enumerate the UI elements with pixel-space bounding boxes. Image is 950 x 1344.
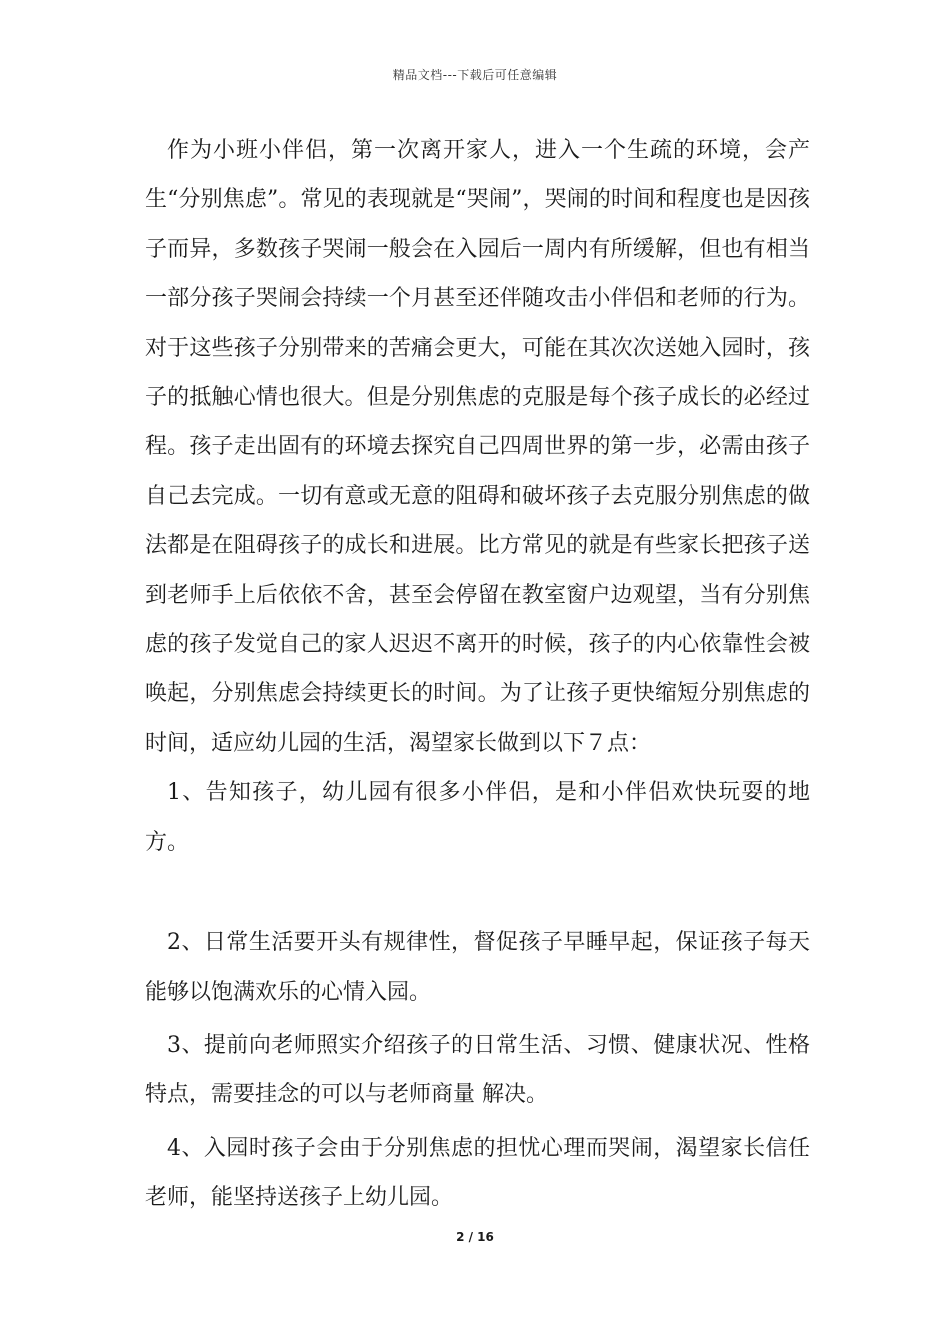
list-item-2: 2、日常生活要开头有规律性，督促孩子早睡早起，保证孩子每天能够以饱满欢乐的心情入园。: [145, 930, 810, 1005]
document-body: [145, 126, 810, 1223]
page-number: 2 / 16: [456, 1230, 494, 1244]
list-item-1: 1、告知孩子，幼儿园有很多小伴侣，是和小伴侣欢快玩耍的地方。: [145, 780, 810, 855]
list-item-3: 3、提前向老师照实介绍孩子的日常生活、习惯、健康状况、性格特点，需要挂念的可以与老师商量 解决。: [145, 1032, 810, 1108]
page-header: 精品文档---下载后可任意编辑: [392, 68, 558, 82]
intro-paragraph: 作为小班小伴侣，第一次离开家人，进入一个生疏的环境，会产生“分别焦虑”。常见的表现就是“哭闹”，哭闹的时间和程度也是因孩子而异，多数孩子哭闹一般会在入园后一周内有所缓解，但也有相当一部分孩子哭闹会持续一个月甚至还伴随攻击小伴侣和老师的行为。对于这些孩子分别带来的苦痛会更大，可能在其次次送她入园时，孩子的抵触心情也很大。但是分别焦虑的克服是每个孩子成长的必经过程。孩子走出固有的环境去探究自己四周世界的第一步，必需由孩子自己去完成。一切有意或无意的阻碍和破坏孩子去克服分别焦虑的做法都是在阻碍孩子的成长和进展。比方常见的就是有些家长把孩子送到老师手上后依依不舍，甚至会停留在教室窗户边观望，当有分别焦虑的孩子发觉自己的家人迟迟不离开的时候，孩子的内心依靠性会被唤起，分别焦虑会持续更长的时间。为了让孩子更快缩短分别焦虑的时间，适应幼儿园的生活，渴望家长做到以下７点：: [145, 138, 810, 756]
list-item-4: 4、入园时孩子会由于分别焦虑的担忧心理而哭闹，渴望家长信任老师，能坚持送孩子上幼儿园。: [145, 1135, 810, 1211]
